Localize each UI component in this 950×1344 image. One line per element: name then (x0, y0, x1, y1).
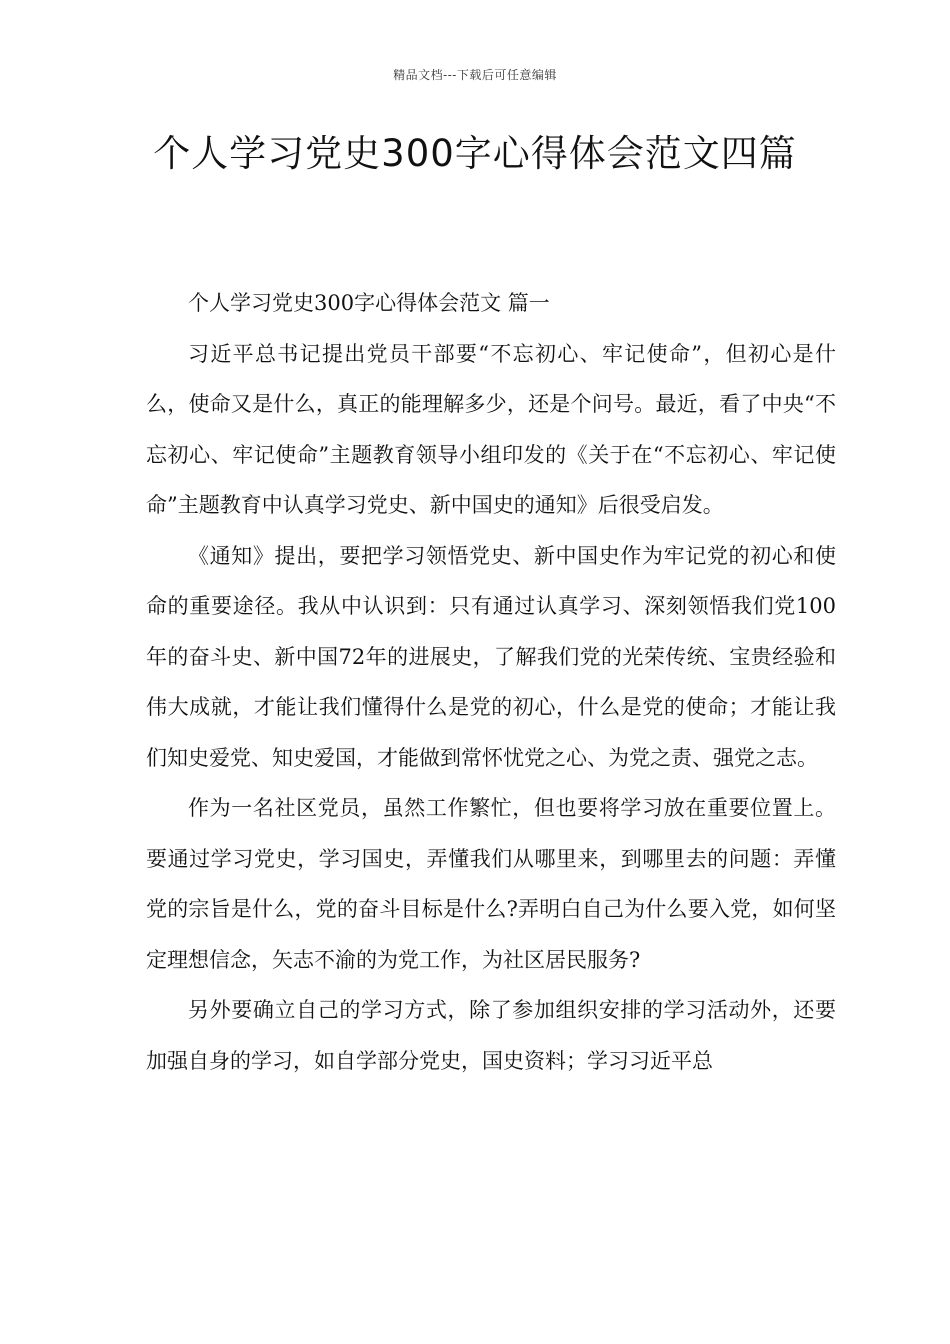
document-body (146, 278, 836, 1086)
header-note: 精品文档---下载后可任意编辑 (393, 68, 557, 82)
paragraph: 《通知》提出，要把学习领悟党史、新中国史作为牢记党的初心和使命的重要途径。我从中认识到：只有通过认真学习、深刻领悟我们党100年的奋斗史、新中国72年的进展史，了解我们党的光荣传统、宝贵经验和伟大成就，才能让我们懂得什么是党的初心，什么是党的使命；才能让我们知史爱党、知史爱国，才能做到常怀忧党之心、为党之责、强党之志。 (146, 543, 836, 770)
document-title: 个人学习党史300字心得体会范文四篇 (153, 132, 797, 175)
paragraph: 作为一名社区党员，虽然工作繁忙，但也要将学习放在重要位置上。要通过学习党史，学习国史，弄懂我们从哪里来，到哪里去的问题：弄懂党的宗旨是什么，党的奋斗目标是什么?弄明白自己为什么要入党，如何坚定理想信念，矢志不渝的为党工作，为社区居民服务? (146, 796, 836, 972)
section-heading: 个人学习党史300字心得体会范文 篇一 (188, 291, 550, 315)
paragraph: 另外要确立自己的学习方式，除了参加组织安排的学习活动外，还要加强自身的学习，如自学部分党史，国史资料；学习习近平总 (146, 998, 836, 1073)
paragraph: 习近平总书记提出党员干部要“不忘初心、牢记使命”，但初心是什么，使命又是什么，真正的能理解多少，还是个问号。最近，看了中央“不忘初心、牢记使命”主题教育领导小组印发的《关于在“不忘初心、牢记使命”主题教育中认真学习党史、新中国史的通知》后很受启发。 (146, 341, 836, 517)
